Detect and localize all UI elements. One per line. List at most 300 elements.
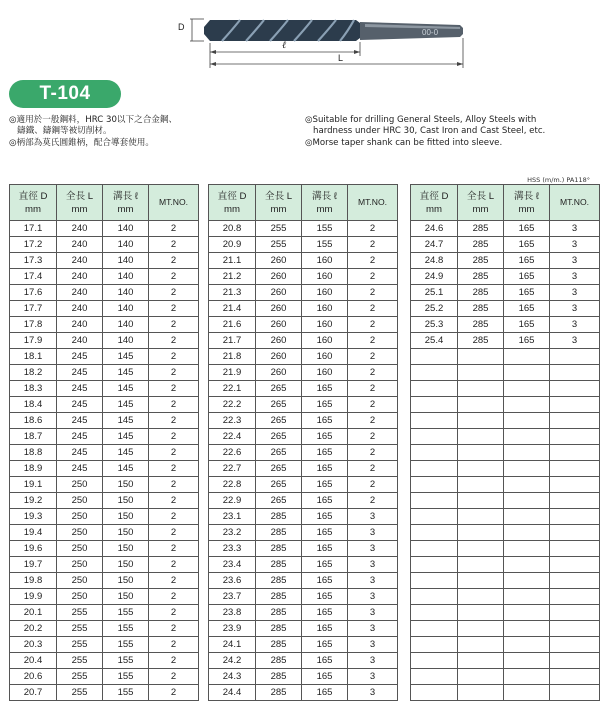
empty-cell bbox=[504, 509, 550, 525]
cell-mt-no: 2 bbox=[149, 477, 199, 493]
table-row bbox=[209, 557, 398, 573]
empty-cell bbox=[458, 589, 504, 605]
cell-mt-no: 2 bbox=[149, 429, 199, 445]
empty-cell bbox=[458, 349, 504, 365]
cell-diameter: 18.3 bbox=[10, 381, 57, 397]
empty-cell bbox=[411, 525, 458, 541]
cell-mt-no: 3 bbox=[550, 237, 600, 253]
cell-total-length: 285 bbox=[458, 301, 504, 317]
cell-flute-length: 150 bbox=[103, 573, 149, 589]
table-row bbox=[209, 685, 398, 701]
table-row bbox=[10, 541, 199, 557]
empty-cell bbox=[458, 365, 504, 381]
table-row bbox=[411, 237, 600, 253]
empty-cell bbox=[504, 653, 550, 669]
cell-total-length: 250 bbox=[57, 557, 103, 573]
empty-cell bbox=[411, 685, 458, 701]
cell-diameter: 21.4 bbox=[209, 301, 256, 317]
cell-mt-no: 2 bbox=[348, 429, 398, 445]
table-row bbox=[10, 317, 199, 333]
header-flute-length-line: 溝長 ℓ bbox=[312, 190, 337, 202]
cell-diameter: 21.2 bbox=[209, 269, 256, 285]
table-row bbox=[209, 669, 398, 685]
cell-total-length: 240 bbox=[57, 333, 103, 349]
cell-flute-length: 165 bbox=[302, 573, 348, 589]
cell-total-length: 285 bbox=[458, 237, 504, 253]
cell-flute-length: 145 bbox=[103, 397, 149, 413]
empty-cell bbox=[458, 605, 504, 621]
cell-flute-length: 165 bbox=[504, 237, 550, 253]
cell-flute-length: 165 bbox=[302, 637, 348, 653]
cell-diameter: 23.7 bbox=[209, 589, 256, 605]
cell-total-length: 260 bbox=[256, 317, 302, 333]
header-total-length bbox=[57, 185, 103, 221]
cell-total-length: 285 bbox=[256, 605, 302, 621]
empty-cell bbox=[504, 605, 550, 621]
table-row bbox=[411, 221, 600, 237]
table-row bbox=[10, 333, 199, 349]
cell-total-length: 250 bbox=[57, 477, 103, 493]
cell-flute-length: 165 bbox=[302, 445, 348, 461]
cell-diameter: 20.4 bbox=[10, 653, 57, 669]
empty-cell bbox=[458, 557, 504, 573]
cell-diameter: 23.1 bbox=[209, 509, 256, 525]
cell-diameter: 20.2 bbox=[10, 621, 57, 637]
cell-diameter: 22.9 bbox=[209, 493, 256, 509]
table-row bbox=[10, 573, 199, 589]
table-row bbox=[209, 637, 398, 653]
cell-total-length: 285 bbox=[256, 525, 302, 541]
table-row bbox=[10, 429, 199, 445]
cell-mt-no: 2 bbox=[149, 637, 199, 653]
table-row bbox=[10, 621, 199, 637]
empty-cell bbox=[550, 669, 600, 685]
cell-diameter: 22.3 bbox=[209, 413, 256, 429]
empty-cell bbox=[550, 653, 600, 669]
cell-mt-no: 3 bbox=[348, 509, 398, 525]
cell-flute-length: 155 bbox=[103, 637, 149, 653]
table-row bbox=[411, 397, 600, 413]
cell-mt-no: 2 bbox=[149, 365, 199, 381]
header-total-length-line: mm bbox=[71, 203, 88, 215]
cell-diameter: 23.3 bbox=[209, 541, 256, 557]
cell-diameter: 25.1 bbox=[411, 285, 458, 301]
empty-cell bbox=[458, 429, 504, 445]
empty-cell bbox=[504, 573, 550, 589]
table-row bbox=[10, 349, 199, 365]
header-diameter bbox=[209, 185, 256, 221]
note-en-line: ◎Suitable for drilling General Steels, Alloy Steels with bbox=[305, 115, 537, 125]
cell-mt-no: 2 bbox=[149, 541, 199, 557]
cell-diameter: 19.8 bbox=[10, 573, 57, 589]
spec-table-2 bbox=[208, 184, 398, 701]
cell-flute-length: 145 bbox=[103, 429, 149, 445]
cell-flute-length: 165 bbox=[504, 301, 550, 317]
empty-cell bbox=[550, 381, 600, 397]
cell-diameter: 21.9 bbox=[209, 365, 256, 381]
table-row bbox=[411, 525, 600, 541]
cell-mt-no: 2 bbox=[149, 253, 199, 269]
header-flute-length bbox=[302, 185, 348, 221]
table-row bbox=[10, 413, 199, 429]
cell-mt-no: 2 bbox=[149, 605, 199, 621]
cell-diameter: 17.9 bbox=[10, 333, 57, 349]
cell-mt-no: 2 bbox=[348, 365, 398, 381]
empty-cell bbox=[458, 381, 504, 397]
empty-cell bbox=[411, 637, 458, 653]
empty-cell bbox=[458, 509, 504, 525]
cell-total-length: 265 bbox=[256, 477, 302, 493]
empty-cell bbox=[458, 413, 504, 429]
table-row bbox=[411, 381, 600, 397]
cell-flute-length: 165 bbox=[302, 525, 348, 541]
cell-flute-length: 140 bbox=[103, 333, 149, 349]
cell-total-length: 285 bbox=[256, 509, 302, 525]
cell-flute-length: 150 bbox=[103, 477, 149, 493]
cell-flute-length: 145 bbox=[103, 365, 149, 381]
cell-mt-no: 3 bbox=[550, 253, 600, 269]
empty-cell bbox=[458, 669, 504, 685]
notes-english bbox=[305, 115, 545, 149]
cell-mt-no: 3 bbox=[550, 333, 600, 349]
table-row bbox=[411, 301, 600, 317]
table-row bbox=[411, 653, 600, 669]
cell-total-length: 245 bbox=[57, 365, 103, 381]
cell-mt-no: 2 bbox=[149, 381, 199, 397]
cell-total-length: 265 bbox=[256, 461, 302, 477]
table-row bbox=[10, 669, 199, 685]
cell-diameter: 21.3 bbox=[209, 285, 256, 301]
cell-flute-length: 155 bbox=[302, 221, 348, 237]
cell-flute-length: 140 bbox=[103, 301, 149, 317]
cell-diameter: 25.4 bbox=[411, 333, 458, 349]
cell-diameter: 17.8 bbox=[10, 317, 57, 333]
cell-flute-length: 140 bbox=[103, 285, 149, 301]
cell-flute-length: 160 bbox=[302, 333, 348, 349]
cell-mt-no: 2 bbox=[149, 669, 199, 685]
cell-mt-no: 2 bbox=[149, 285, 199, 301]
table-row bbox=[209, 509, 398, 525]
cell-total-length: 255 bbox=[57, 637, 103, 653]
table-row bbox=[10, 285, 199, 301]
table-row bbox=[411, 685, 600, 701]
cell-diameter: 21.1 bbox=[209, 253, 256, 269]
cell-diameter: 19.6 bbox=[10, 541, 57, 557]
table-row bbox=[209, 333, 398, 349]
cell-total-length: 265 bbox=[256, 397, 302, 413]
table-row bbox=[411, 557, 600, 573]
empty-cell bbox=[411, 557, 458, 573]
table-row bbox=[411, 349, 600, 365]
empty-cell bbox=[504, 589, 550, 605]
cell-total-length: 285 bbox=[256, 685, 302, 701]
table-row bbox=[209, 477, 398, 493]
cell-total-length: 240 bbox=[57, 317, 103, 333]
table-row bbox=[209, 365, 398, 381]
cell-diameter: 24.7 bbox=[411, 237, 458, 253]
cell-flute-length: 150 bbox=[103, 525, 149, 541]
empty-cell bbox=[411, 365, 458, 381]
note-zh-line: ◎柄部為莫氏圓錐柄，配合導套使用。 bbox=[9, 137, 154, 148]
cell-diameter: 18.4 bbox=[10, 397, 57, 413]
empty-cell bbox=[411, 445, 458, 461]
table-row bbox=[10, 269, 199, 285]
cell-flute-length: 160 bbox=[302, 285, 348, 301]
empty-cell bbox=[550, 621, 600, 637]
empty-cell bbox=[458, 525, 504, 541]
cell-total-length: 285 bbox=[458, 253, 504, 269]
table-row bbox=[209, 653, 398, 669]
table-row bbox=[209, 461, 398, 477]
cell-mt-no: 3 bbox=[348, 605, 398, 621]
cell-flute-length: 165 bbox=[302, 653, 348, 669]
header-flute-length-line: mm bbox=[518, 203, 535, 215]
empty-cell bbox=[550, 349, 600, 365]
table-row bbox=[411, 573, 600, 589]
cell-flute-length: 155 bbox=[103, 685, 149, 701]
empty-cell bbox=[411, 429, 458, 445]
header-diameter-line: 直徑 D bbox=[217, 190, 247, 202]
header-total-length bbox=[458, 185, 504, 221]
note-zh-line: 鑄鐵、鑄鋼等被切削材。 bbox=[17, 126, 112, 137]
spec-table-1 bbox=[9, 184, 199, 701]
cell-flute-length: 150 bbox=[103, 589, 149, 605]
cell-total-length: 285 bbox=[256, 637, 302, 653]
cell-diameter: 18.2 bbox=[10, 365, 57, 381]
cell-mt-no: 2 bbox=[348, 381, 398, 397]
cell-mt-no: 2 bbox=[149, 525, 199, 541]
cell-mt-no: 2 bbox=[348, 397, 398, 413]
cell-flute-length: 140 bbox=[103, 253, 149, 269]
cell-flute-length: 165 bbox=[302, 589, 348, 605]
cell-flute-length: 145 bbox=[103, 413, 149, 429]
cell-total-length: 265 bbox=[256, 445, 302, 461]
table-row bbox=[10, 509, 199, 525]
cell-mt-no: 2 bbox=[348, 221, 398, 237]
cell-total-length: 245 bbox=[57, 429, 103, 445]
cell-mt-no: 2 bbox=[149, 509, 199, 525]
header-mt-no: MT.NO. bbox=[149, 185, 199, 221]
cell-total-length: 240 bbox=[57, 237, 103, 253]
cell-diameter: 24.2 bbox=[209, 653, 256, 669]
empty-cell bbox=[504, 525, 550, 541]
table-row bbox=[209, 493, 398, 509]
diagram-label-flute: ℓ bbox=[282, 40, 287, 51]
cell-diameter: 17.3 bbox=[10, 253, 57, 269]
cell-mt-no: 2 bbox=[149, 333, 199, 349]
cell-total-length: 265 bbox=[256, 429, 302, 445]
table-row bbox=[10, 253, 199, 269]
empty-cell bbox=[550, 429, 600, 445]
table-row bbox=[411, 285, 600, 301]
cell-mt-no: 3 bbox=[348, 653, 398, 669]
table-row bbox=[411, 509, 600, 525]
cell-mt-no: 3 bbox=[348, 621, 398, 637]
table-row bbox=[411, 461, 600, 477]
cell-mt-no: 3 bbox=[550, 301, 600, 317]
header-mt-no: MT.NO. bbox=[550, 185, 600, 221]
cell-flute-length: 160 bbox=[302, 301, 348, 317]
table-row bbox=[10, 381, 199, 397]
cell-diameter: 23.4 bbox=[209, 557, 256, 573]
cell-total-length: 240 bbox=[57, 221, 103, 237]
cell-diameter: 19.9 bbox=[10, 589, 57, 605]
cell-flute-length: 140 bbox=[103, 269, 149, 285]
cell-total-length: 255 bbox=[57, 605, 103, 621]
empty-cell bbox=[504, 685, 550, 701]
cell-mt-no: 2 bbox=[348, 317, 398, 333]
cell-diameter: 17.7 bbox=[10, 301, 57, 317]
empty-cell bbox=[550, 397, 600, 413]
cell-mt-no: 2 bbox=[149, 653, 199, 669]
diagram-label-total: L bbox=[338, 53, 344, 63]
header-mt-no: MT.NO. bbox=[348, 185, 398, 221]
cell-diameter: 23.6 bbox=[209, 573, 256, 589]
cell-total-length: 285 bbox=[256, 653, 302, 669]
cell-flute-length: 155 bbox=[103, 669, 149, 685]
cell-flute-length: 150 bbox=[103, 541, 149, 557]
empty-cell bbox=[411, 413, 458, 429]
header-total-length-line: 全長 L bbox=[264, 190, 293, 202]
cell-mt-no: 2 bbox=[149, 445, 199, 461]
table-row bbox=[411, 477, 600, 493]
empty-cell bbox=[411, 397, 458, 413]
cell-diameter: 19.4 bbox=[10, 525, 57, 541]
note-zh-line: ◎適用於一般鋼料，HRC 30以下之合金鋼、 bbox=[9, 115, 178, 125]
empty-cell bbox=[550, 445, 600, 461]
table-row bbox=[209, 429, 398, 445]
cell-flute-length: 165 bbox=[302, 605, 348, 621]
empty-cell bbox=[458, 541, 504, 557]
table-row bbox=[209, 605, 398, 621]
cell-total-length: 250 bbox=[57, 525, 103, 541]
empty-cell bbox=[458, 685, 504, 701]
empty-cell bbox=[458, 653, 504, 669]
cell-flute-length: 165 bbox=[504, 333, 550, 349]
empty-cell bbox=[504, 461, 550, 477]
table-row bbox=[411, 605, 600, 621]
cell-diameter: 24.1 bbox=[209, 637, 256, 653]
cell-total-length: 255 bbox=[256, 237, 302, 253]
empty-cell bbox=[458, 493, 504, 509]
table-row bbox=[209, 253, 398, 269]
cell-mt-no: 2 bbox=[348, 445, 398, 461]
cell-mt-no: 2 bbox=[149, 685, 199, 701]
cell-total-length: 260 bbox=[256, 253, 302, 269]
cell-mt-no: 2 bbox=[348, 333, 398, 349]
cell-mt-no: 2 bbox=[149, 573, 199, 589]
empty-cell bbox=[504, 365, 550, 381]
cell-mt-no: 3 bbox=[348, 685, 398, 701]
cell-diameter: 24.8 bbox=[411, 253, 458, 269]
product-code-badge: T-104 bbox=[9, 80, 121, 108]
empty-cell bbox=[504, 397, 550, 413]
cell-diameter: 20.6 bbox=[10, 669, 57, 685]
cell-diameter: 18.9 bbox=[10, 461, 57, 477]
empty-cell bbox=[550, 525, 600, 541]
cell-mt-no: 2 bbox=[348, 237, 398, 253]
cell-flute-length: 140 bbox=[103, 317, 149, 333]
header-flute-length bbox=[504, 185, 550, 221]
cell-flute-length: 145 bbox=[103, 349, 149, 365]
empty-cell bbox=[411, 349, 458, 365]
empty-cell bbox=[504, 429, 550, 445]
cell-mt-no: 2 bbox=[149, 301, 199, 317]
empty-cell bbox=[504, 637, 550, 653]
cell-total-length: 255 bbox=[57, 685, 103, 701]
table-row bbox=[411, 493, 600, 509]
table-row bbox=[411, 621, 600, 637]
empty-cell bbox=[550, 509, 600, 525]
table-row bbox=[209, 381, 398, 397]
cell-mt-no: 3 bbox=[550, 317, 600, 333]
cell-diameter: 23.9 bbox=[209, 621, 256, 637]
cell-mt-no: 2 bbox=[348, 301, 398, 317]
cell-total-length: 265 bbox=[256, 413, 302, 429]
table-row bbox=[10, 589, 199, 605]
cell-diameter: 20.3 bbox=[10, 637, 57, 653]
cell-flute-length: 160 bbox=[302, 269, 348, 285]
empty-cell bbox=[550, 493, 600, 509]
cell-mt-no: 2 bbox=[348, 477, 398, 493]
empty-cell bbox=[550, 541, 600, 557]
cell-total-length: 285 bbox=[256, 573, 302, 589]
empty-cell bbox=[550, 461, 600, 477]
cell-flute-length: 150 bbox=[103, 493, 149, 509]
empty-cell bbox=[411, 669, 458, 685]
empty-cell bbox=[458, 477, 504, 493]
cell-diameter: 17.1 bbox=[10, 221, 57, 237]
cell-total-length: 285 bbox=[458, 221, 504, 237]
cell-flute-length: 165 bbox=[302, 541, 348, 557]
cell-mt-no: 2 bbox=[348, 493, 398, 509]
empty-cell bbox=[411, 541, 458, 557]
cell-total-length: 285 bbox=[458, 317, 504, 333]
cell-diameter: 20.1 bbox=[10, 605, 57, 621]
cell-flute-length: 140 bbox=[103, 221, 149, 237]
cell-total-length: 250 bbox=[57, 589, 103, 605]
table-row bbox=[10, 237, 199, 253]
cell-mt-no: 3 bbox=[348, 557, 398, 573]
table-row bbox=[10, 301, 199, 317]
cell-flute-length: 165 bbox=[302, 669, 348, 685]
table-row bbox=[209, 445, 398, 461]
cell-flute-length: 165 bbox=[302, 413, 348, 429]
cell-mt-no: 3 bbox=[348, 589, 398, 605]
table-row bbox=[209, 573, 398, 589]
table-row bbox=[10, 445, 199, 461]
cell-mt-no: 2 bbox=[149, 413, 199, 429]
cell-diameter: 21.7 bbox=[209, 333, 256, 349]
empty-cell bbox=[458, 637, 504, 653]
cell-flute-length: 165 bbox=[302, 509, 348, 525]
table-row bbox=[209, 285, 398, 301]
cell-diameter: 17.2 bbox=[10, 237, 57, 253]
cell-flute-length: 165 bbox=[504, 221, 550, 237]
table-row bbox=[209, 413, 398, 429]
table-row bbox=[209, 301, 398, 317]
drill-diagram bbox=[170, 6, 470, 74]
cell-flute-length: 165 bbox=[504, 253, 550, 269]
header-flute-length bbox=[103, 185, 149, 221]
cell-flute-length: 160 bbox=[302, 365, 348, 381]
empty-cell bbox=[504, 477, 550, 493]
table-row bbox=[411, 541, 600, 557]
empty-cell bbox=[504, 541, 550, 557]
cell-flute-length: 165 bbox=[302, 429, 348, 445]
cell-diameter: 19.7 bbox=[10, 557, 57, 573]
cell-mt-no: 2 bbox=[149, 589, 199, 605]
